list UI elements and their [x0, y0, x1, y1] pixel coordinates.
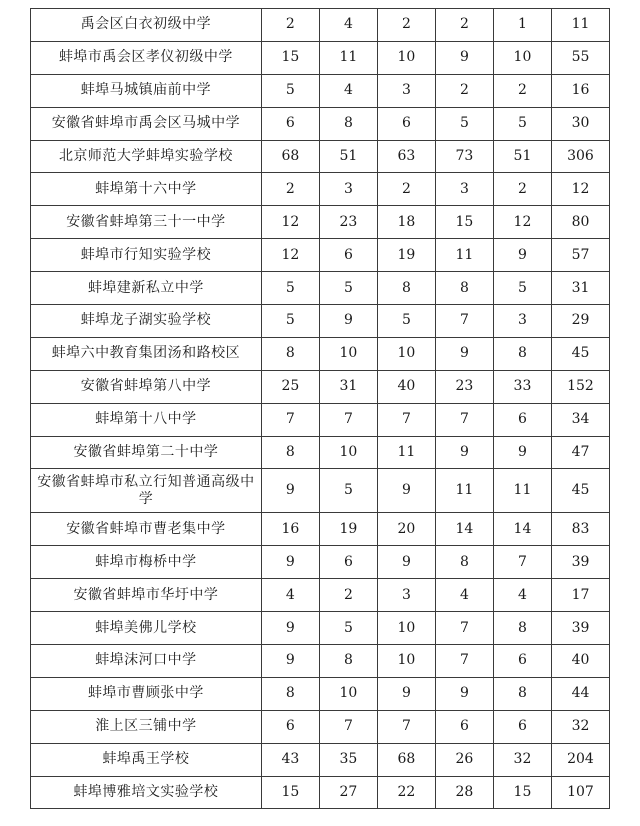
count-cell-4: 9	[435, 436, 493, 469]
count-cell-1: 25	[261, 370, 319, 403]
count-cell-2: 4	[319, 9, 377, 42]
count-cell-2: 19	[319, 513, 377, 546]
total-cell: 80	[551, 206, 609, 239]
count-cell-4: 8	[435, 272, 493, 305]
table-row	[31, 107, 610, 140]
count-cell-4: 5	[435, 107, 493, 140]
school-name-cell: 蚌埠沫河口中学	[31, 645, 262, 678]
count-cell-1: 8	[261, 337, 319, 370]
count-cell-2: 5	[319, 612, 377, 645]
school-name-cell: 安徽省蚌埠市曹老集中学	[31, 513, 262, 546]
count-cell-5: 14	[493, 513, 551, 546]
school-name-cell: 蚌埠六中教育集团汤和路校区	[31, 337, 262, 370]
count-cell-5: 32	[493, 743, 551, 776]
total-cell: 107	[551, 776, 609, 809]
count-cell-2: 11	[319, 41, 377, 74]
total-cell: 45	[551, 469, 609, 513]
count-cell-1: 9	[261, 546, 319, 579]
count-cell-1: 15	[261, 41, 319, 74]
count-cell-3: 19	[377, 239, 435, 272]
total-cell: 31	[551, 272, 609, 305]
count-cell-3: 20	[377, 513, 435, 546]
total-cell: 204	[551, 743, 609, 776]
table-row	[31, 272, 610, 305]
school-name-cell: 蚌埠建新私立中学	[31, 272, 262, 305]
count-cell-3: 10	[377, 612, 435, 645]
school-name-cell: 安徽省蚌埠第八中学	[31, 370, 262, 403]
table-row	[31, 546, 610, 579]
count-cell-3: 63	[377, 140, 435, 173]
count-cell-4: 6	[435, 710, 493, 743]
count-cell-3: 10	[377, 337, 435, 370]
table-row	[31, 776, 610, 809]
total-cell: 12	[551, 173, 609, 206]
count-cell-1: 8	[261, 677, 319, 710]
count-cell-3: 3	[377, 579, 435, 612]
count-cell-3: 5	[377, 305, 435, 338]
count-cell-3: 10	[377, 645, 435, 678]
count-cell-3: 8	[377, 272, 435, 305]
count-cell-3: 9	[377, 469, 435, 513]
count-cell-5: 9	[493, 436, 551, 469]
school-name-cell: 禹会区白衣初级中学	[31, 9, 262, 42]
count-cell-2: 7	[319, 710, 377, 743]
count-cell-1: 15	[261, 776, 319, 809]
count-cell-1: 6	[261, 107, 319, 140]
count-cell-5: 9	[493, 239, 551, 272]
total-cell: 152	[551, 370, 609, 403]
count-cell-3: 11	[377, 436, 435, 469]
count-cell-3: 2	[377, 9, 435, 42]
count-cell-3: 9	[377, 546, 435, 579]
total-cell: 34	[551, 403, 609, 436]
table-row	[31, 677, 610, 710]
count-cell-5: 10	[493, 41, 551, 74]
school-name-cell: 安徽省蚌埠第三十一中学	[31, 206, 262, 239]
school-name-cell: 蚌埠第十六中学	[31, 173, 262, 206]
count-cell-4: 4	[435, 579, 493, 612]
count-cell-1: 68	[261, 140, 319, 173]
school-name-cell: 蚌埠市行知实验学校	[31, 239, 262, 272]
count-cell-2: 9	[319, 305, 377, 338]
school-name-cell: 蚌埠市曹顾张中学	[31, 677, 262, 710]
count-cell-2: 5	[319, 272, 377, 305]
table-row	[31, 612, 610, 645]
table-row	[31, 9, 610, 42]
count-cell-5: 6	[493, 710, 551, 743]
count-cell-1: 5	[261, 74, 319, 107]
count-cell-1: 6	[261, 710, 319, 743]
count-cell-5: 3	[493, 305, 551, 338]
count-cell-2: 8	[319, 645, 377, 678]
count-cell-2: 35	[319, 743, 377, 776]
school-name-cell: 安徽省蚌埠市华圩中学	[31, 579, 262, 612]
school-name-cell: 蚌埠马城镇庙前中学	[31, 74, 262, 107]
school-name-cell: 蚌埠龙子湖实验学校	[31, 305, 262, 338]
count-cell-5: 5	[493, 107, 551, 140]
table-row	[31, 469, 610, 513]
count-cell-4: 9	[435, 337, 493, 370]
count-cell-2: 3	[319, 173, 377, 206]
table-row	[31, 305, 610, 338]
count-cell-5: 1	[493, 9, 551, 42]
total-cell: 29	[551, 305, 609, 338]
school-name-cell: 淮上区三铺中学	[31, 710, 262, 743]
count-cell-1: 8	[261, 436, 319, 469]
count-cell-3: 22	[377, 776, 435, 809]
count-cell-5: 6	[493, 403, 551, 436]
table-row	[31, 370, 610, 403]
count-cell-2: 6	[319, 239, 377, 272]
table-row	[31, 140, 610, 173]
count-cell-1: 4	[261, 579, 319, 612]
count-cell-1: 12	[261, 239, 319, 272]
count-cell-5: 4	[493, 579, 551, 612]
count-cell-1: 2	[261, 9, 319, 42]
total-cell: 39	[551, 612, 609, 645]
count-cell-4: 11	[435, 239, 493, 272]
count-cell-4: 9	[435, 41, 493, 74]
count-cell-3: 3	[377, 74, 435, 107]
school-name-cell: 蚌埠博雅培文实验学校	[31, 776, 262, 809]
count-cell-3: 7	[377, 403, 435, 436]
total-cell: 30	[551, 107, 609, 140]
total-cell: 83	[551, 513, 609, 546]
count-cell-2: 10	[319, 677, 377, 710]
school-name-cell: 蚌埠禹王学校	[31, 743, 262, 776]
count-cell-3: 2	[377, 173, 435, 206]
count-cell-1: 5	[261, 272, 319, 305]
school-statistics-table	[30, 8, 610, 809]
total-cell: 11	[551, 9, 609, 42]
count-cell-5: 51	[493, 140, 551, 173]
count-cell-3: 68	[377, 743, 435, 776]
count-cell-5: 15	[493, 776, 551, 809]
count-cell-4: 14	[435, 513, 493, 546]
count-cell-2: 31	[319, 370, 377, 403]
count-cell-4: 8	[435, 546, 493, 579]
total-cell: 17	[551, 579, 609, 612]
total-cell: 32	[551, 710, 609, 743]
table-row	[31, 743, 610, 776]
total-cell: 39	[551, 546, 609, 579]
count-cell-4: 2	[435, 74, 493, 107]
total-cell: 55	[551, 41, 609, 74]
total-cell: 40	[551, 645, 609, 678]
count-cell-5: 8	[493, 612, 551, 645]
count-cell-2: 4	[319, 74, 377, 107]
table-body	[31, 9, 610, 809]
count-cell-3: 9	[377, 677, 435, 710]
total-cell: 45	[551, 337, 609, 370]
total-cell: 16	[551, 74, 609, 107]
count-cell-4: 7	[435, 403, 493, 436]
total-cell: 47	[551, 436, 609, 469]
count-cell-1: 16	[261, 513, 319, 546]
table-row	[31, 239, 610, 272]
school-name-cell: 蚌埠第十八中学	[31, 403, 262, 436]
table-row	[31, 337, 610, 370]
count-cell-2: 27	[319, 776, 377, 809]
school-name-cell: 安徽省蚌埠市私立行知普通高级中学	[31, 469, 262, 513]
count-cell-4: 15	[435, 206, 493, 239]
count-cell-1: 5	[261, 305, 319, 338]
table-row	[31, 74, 610, 107]
school-name-cell: 安徽省蚌埠第二十中学	[31, 436, 262, 469]
count-cell-3: 7	[377, 710, 435, 743]
count-cell-5: 6	[493, 645, 551, 678]
count-cell-3: 6	[377, 107, 435, 140]
count-cell-5: 8	[493, 337, 551, 370]
table-row	[31, 403, 610, 436]
table-row	[31, 579, 610, 612]
count-cell-2: 8	[319, 107, 377, 140]
count-cell-5: 2	[493, 74, 551, 107]
school-name-cell: 蚌埠市禹会区孝仪初级中学	[31, 41, 262, 74]
count-cell-4: 3	[435, 173, 493, 206]
count-cell-4: 26	[435, 743, 493, 776]
count-cell-1: 12	[261, 206, 319, 239]
count-cell-4: 7	[435, 645, 493, 678]
total-cell: 57	[551, 239, 609, 272]
count-cell-2: 10	[319, 337, 377, 370]
count-cell-3: 10	[377, 41, 435, 74]
table-row	[31, 206, 610, 239]
count-cell-5: 5	[493, 272, 551, 305]
table-row	[31, 436, 610, 469]
count-cell-1: 7	[261, 403, 319, 436]
count-cell-5: 11	[493, 469, 551, 513]
count-cell-5: 7	[493, 546, 551, 579]
count-cell-2: 5	[319, 469, 377, 513]
count-cell-4: 11	[435, 469, 493, 513]
count-cell-4: 73	[435, 140, 493, 173]
count-cell-5: 2	[493, 173, 551, 206]
count-cell-1: 43	[261, 743, 319, 776]
school-name-cell: 安徽省蚌埠市禹会区马城中学	[31, 107, 262, 140]
count-cell-3: 40	[377, 370, 435, 403]
count-cell-4: 9	[435, 677, 493, 710]
count-cell-1: 2	[261, 173, 319, 206]
count-cell-2: 51	[319, 140, 377, 173]
count-cell-4: 23	[435, 370, 493, 403]
count-cell-5: 33	[493, 370, 551, 403]
count-cell-1: 9	[261, 469, 319, 513]
table-row	[31, 173, 610, 206]
count-cell-3: 18	[377, 206, 435, 239]
count-cell-4: 7	[435, 612, 493, 645]
count-cell-1: 9	[261, 612, 319, 645]
school-name-cell: 蚌埠市梅桥中学	[31, 546, 262, 579]
count-cell-5: 8	[493, 677, 551, 710]
table-row	[31, 41, 610, 74]
count-cell-4: 7	[435, 305, 493, 338]
table-row	[31, 513, 610, 546]
count-cell-2: 2	[319, 579, 377, 612]
count-cell-5: 12	[493, 206, 551, 239]
count-cell-2: 10	[319, 436, 377, 469]
count-cell-2: 7	[319, 403, 377, 436]
school-name-cell: 蚌埠美佛儿学校	[31, 612, 262, 645]
count-cell-2: 6	[319, 546, 377, 579]
count-cell-4: 2	[435, 9, 493, 42]
school-name-cell: 北京师范大学蚌埠实验学校	[31, 140, 262, 173]
count-cell-4: 28	[435, 776, 493, 809]
total-cell: 306	[551, 140, 609, 173]
count-cell-2: 23	[319, 206, 377, 239]
table-row	[31, 645, 610, 678]
count-cell-1: 9	[261, 645, 319, 678]
table-row	[31, 710, 610, 743]
total-cell: 44	[551, 677, 609, 710]
